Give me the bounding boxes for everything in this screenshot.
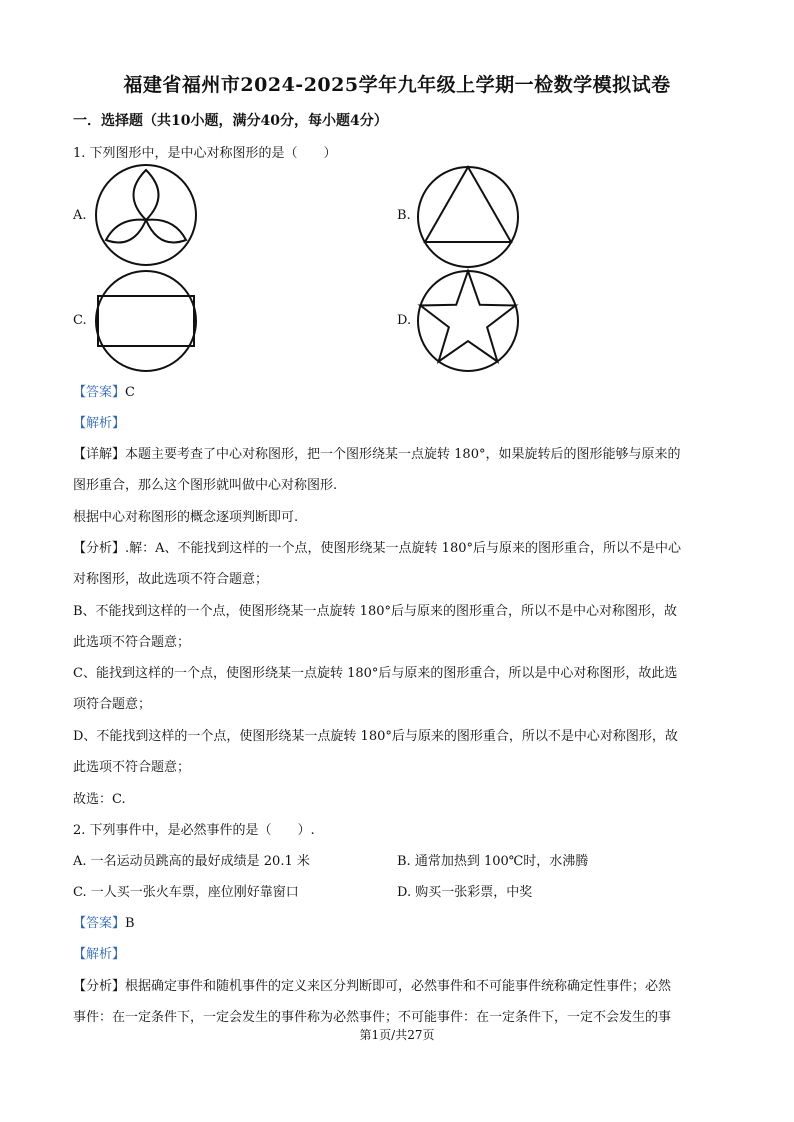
q1-fenxi-line-7: D、不能找到这样的一个点，使图形绕某一点旋转 180°后与原来的图形重合，所以不是中心对称图形，故 <box>73 729 678 744</box>
q2-option-b: B. 通常加热到 100℃时，水沸腾 <box>397 854 589 869</box>
q1-answer-line <box>73 381 135 400</box>
q2-option-c: C. 一人买一张火车票，座位刚好靠窗口 <box>73 885 299 900</box>
page-title: 福建省福州市2024-2025学年九年级上学期一检数学模拟试卷 <box>123 74 671 96</box>
section-heading: 一．选择题（共10小题，满分40分，每小题4分） <box>73 113 388 129</box>
option-c-figure <box>93 268 199 374</box>
q2-analysis-tag: 【解析】 <box>73 947 126 962</box>
option-d-figure <box>415 268 521 374</box>
option-c-label: C. <box>73 313 87 328</box>
option-b-figure <box>415 164 521 270</box>
q1-conclusion: 故选：C. <box>73 792 126 807</box>
option-b-label: B. <box>397 208 411 223</box>
page-footer: 第1页/共27页 <box>359 1028 435 1042</box>
q1-fenxi-line-8: 此选项不符合题意； <box>73 760 191 775</box>
q2-fenxi-text-1: 根据确定事件和随机事件的定义来区分判断即可，必然事件和不可能事件统称确定性事件；必然 <box>125 979 672 994</box>
q2-option-a: A. 一名运动员跳高的最好成绩是 20.1 米 <box>73 854 310 869</box>
q1-analysis-tag: 【解析】 <box>73 416 126 431</box>
answer-tag: 【答案】 <box>73 385 126 400</box>
fenxi-tag: 【分析】 <box>73 541 126 556</box>
q1-fenxi-line-1 <box>73 537 681 556</box>
q1-fenxi-line-3: B、不能找到这样的一个点，使图形绕某一点旋转 180°后与原来的图形重合，所以不是中心对称图形，故 <box>73 604 677 619</box>
q2-fenxi-line-2: 事件：在一定条件下，一定会发生的事件称为必然事件；不可能事件：在一定条件下，一定不会发生的事 <box>73 1010 672 1025</box>
q2-fenxi-line-1 <box>73 975 671 994</box>
answer-tag: 【答案】 <box>73 916 126 931</box>
q1-fenxi-line-2: 对称图形，故此选项不符合题意； <box>73 572 269 587</box>
option-a-label: A. <box>73 208 87 223</box>
q2-option-d: D. 购买一张彩票，中奖 <box>397 885 533 900</box>
q1-detail-line-1 <box>73 443 680 462</box>
option-d-label: D. <box>397 313 412 328</box>
fenxi-tag: 【分析】 <box>73 979 126 994</box>
q1-detail-text-1: 本题主要考查了中心对称图形，把一个图形绕某一点旋转 180°，如果旋转后的图形能够与原来的 <box>125 447 681 462</box>
q1-fenxi-text-1: .解：A、不能找到这样的一个点，使图形绕某一点旋转 180°后与原来的图形重合，所以不是中心 <box>125 541 681 556</box>
q1-fenxi-line-6: 项符合题意； <box>73 697 152 712</box>
q1-detail-line-2: 图形重合，那么这个图形就叫做中心对称图形. <box>73 478 338 493</box>
q2-answer-line <box>73 912 135 931</box>
q2-answer: B <box>125 916 135 931</box>
detail-tag: 【详解】 <box>73 447 126 462</box>
question-1-stem: 1. 下列图形中，是中心对称图形的是（ ） <box>73 146 337 161</box>
option-a-figure <box>93 162 199 268</box>
q1-fenxi-line-5: C、能找到这样的一个点，使图形绕某一点旋转 180°后与原来的图形重合，所以是中心对称图形，故此选 <box>73 666 678 681</box>
q1-fenxi-line-4: 此选项不符合题意； <box>73 635 191 650</box>
q1-answer: C <box>125 385 135 400</box>
q1-detail-line-3: 根据中心对称图形的概念逐项判断即可. <box>73 510 299 525</box>
question-2-stem: 2. 下列事件中，是必然事件的是（ ）. <box>73 823 315 838</box>
